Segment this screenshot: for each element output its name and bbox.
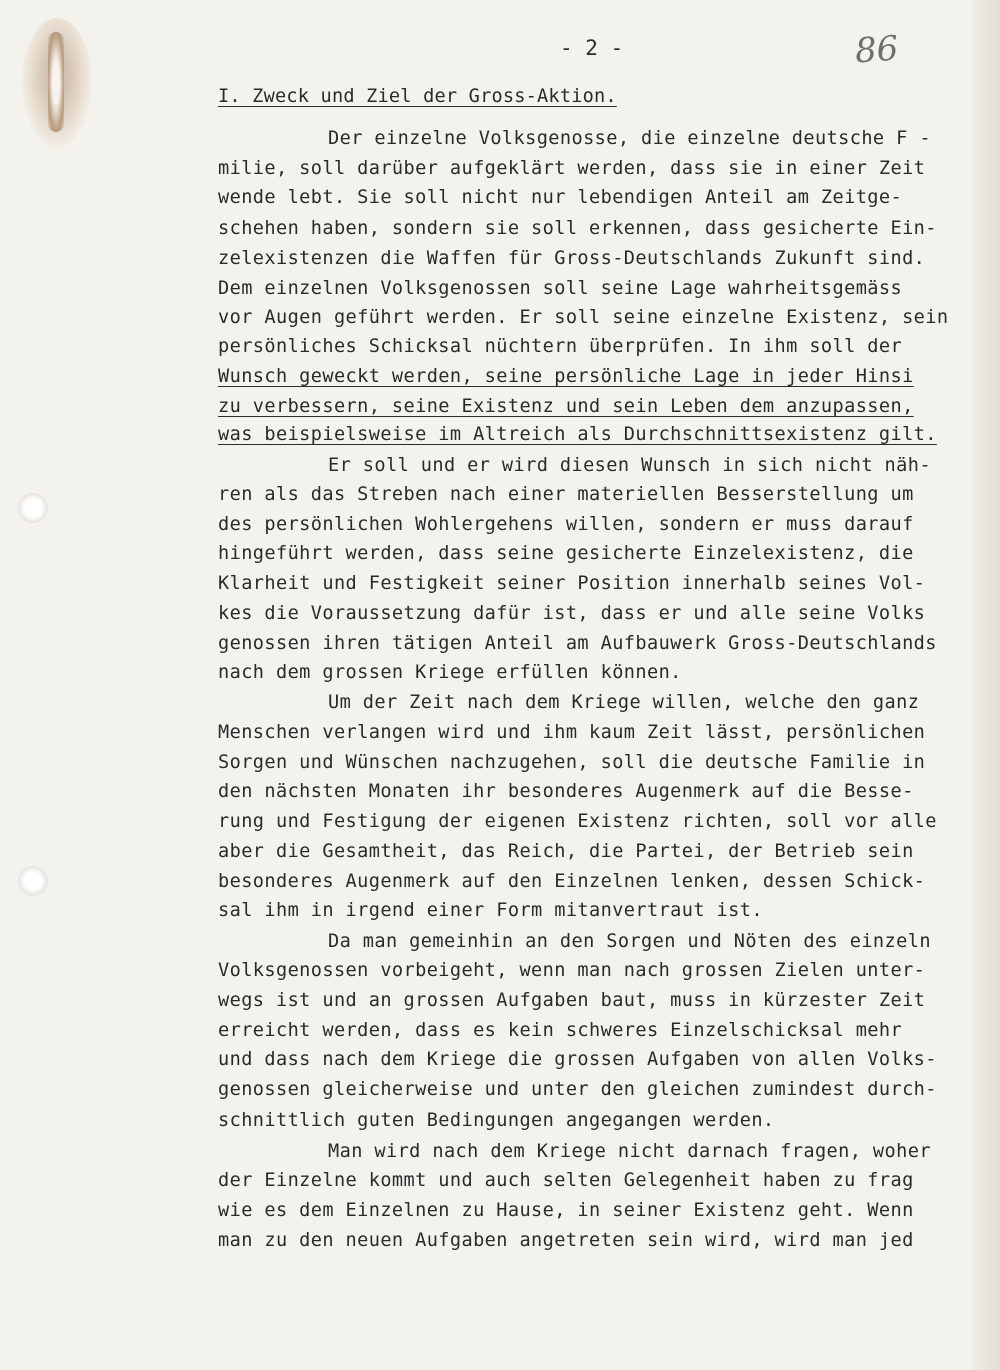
text-line: hingeführt werden, dass seine gesicherte Einzelexistenz, die bbox=[218, 543, 914, 564]
text-line: besonderes Augenmerk auf den Einzelnen lenken, dessen Schick- bbox=[218, 871, 926, 892]
text-line: rung und Festigung der eigenen Existenz richten, soll vor alle bbox=[218, 811, 937, 832]
text-line: sal ihm in irgend einer Form mitanvertraut ist. bbox=[218, 900, 763, 921]
text-line: ren als das Streben nach einer materiellen Besserstellung um bbox=[218, 484, 914, 505]
text-line: der Einzelne kommt und auch selten Gelegenheit haben zu frag bbox=[218, 1170, 914, 1191]
text-line: zelexistenzen die Waffen für Gross-Deutschlands Zukunft sind. bbox=[218, 248, 926, 269]
text-line: genossen gleicherweise und unter den gleichen zumindest durch- bbox=[218, 1079, 937, 1100]
handwritten-folio-number: 86 bbox=[853, 28, 900, 72]
text-line: Dem einzelnen Volksgenossen soll seine Lage wahrheitsgemäss bbox=[218, 278, 903, 299]
text-line: milie, soll darüber aufgeklärt werden, dass sie in einer Zeit bbox=[218, 158, 926, 179]
text-line: wende lebt. Sie soll nicht nur lebendigen Anteil am Zeitge- bbox=[218, 187, 903, 208]
text-line: aber die Gesamtheit, das Reich, die Partei, der Betrieb sein bbox=[218, 841, 914, 862]
text-line: Der einzelne Volksgenosse, die einzelne deutsche F - bbox=[328, 128, 931, 149]
staple-hole bbox=[48, 32, 64, 132]
text-line: erreicht werden, dass es kein schweres Einzelschicksal mehr bbox=[218, 1020, 903, 1041]
section-heading: I. Zweck und Ziel der Gross-Aktion. bbox=[218, 86, 617, 107]
text-line: Klarheit und Festigkeit seiner Position innerhalb seines Vol- bbox=[218, 573, 926, 594]
text-line: kes die Voraussetzung dafür ist, dass er und alle seine Volks bbox=[218, 603, 926, 624]
text-line: Um der Zeit nach dem Kriege willen, welche den ganz bbox=[328, 692, 920, 713]
text-line: persönliches Schicksal nüchtern überprüfen. In ihm soll der bbox=[218, 336, 903, 357]
text-line: nach dem grossen Kriege erfüllen können. bbox=[218, 662, 682, 683]
text-line: Menschen verlangen wird und ihm kaum Zeit lässt, persönlichen bbox=[218, 722, 926, 743]
text-line: des persönlichen Wohlergehens willen, sondern er muss darauf bbox=[218, 514, 914, 535]
text-line: wegs ist und an grossen Aufgaben baut, muss in kürzester Zeit bbox=[218, 990, 926, 1011]
text-line: wie es dem Einzelnen zu Hause, in seiner Existenz geht. Wenn bbox=[218, 1200, 914, 1221]
text-line-underlined: Wunsch geweckt werden, seine persönliche Lage in jeder Hinsi bbox=[218, 366, 914, 387]
punch-hole-upper bbox=[18, 493, 48, 523]
text-line: Man wird nach dem Kriege nicht darnach fragen, woher bbox=[328, 1141, 931, 1162]
page-number: - 2 - bbox=[560, 36, 624, 60]
text-line: Da man gemeinhin an den Sorgen und Nöten des einzeln bbox=[328, 931, 931, 952]
text-line-underlined: was beispielsweise im Altreich als Durchschnittsexistenz gilt. bbox=[218, 424, 937, 445]
text-line: man zu den neuen Aufgaben angetreten sein wird, wird man jed bbox=[218, 1230, 914, 1251]
page-edge-shadow bbox=[972, 0, 1000, 1370]
text-line: schehen haben, sondern sie soll erkennen, dass gesicherte Ein- bbox=[218, 218, 937, 239]
text-line: Er soll und er wird diesen Wunsch in sich nicht näh- bbox=[328, 455, 931, 476]
text-line: vor Augen geführt werden. Er soll seine einzelne Existenz, sein bbox=[218, 307, 949, 328]
text-line: Sorgen und Wünschen nachzugehen, soll die deutsche Familie in bbox=[218, 752, 926, 773]
text-line-underlined: zu verbessern, seine Existenz und sein Leben dem anzupassen, bbox=[218, 396, 914, 417]
text-line: und dass nach dem Kriege die grossen Aufgaben von allen Volks- bbox=[218, 1049, 937, 1070]
text-line: genossen ihren tätigen Anteil am Aufbauwerk Gross-Deutschlands bbox=[218, 633, 937, 654]
text-line: den nächsten Monaten ihr besonderes Augenmerk auf die Besse- bbox=[218, 781, 914, 802]
text-line: schnittlich guten Bedingungen angegangen werden. bbox=[218, 1110, 775, 1131]
punch-hole-lower bbox=[18, 866, 48, 896]
text-line: Volksgenossen vorbeigeht, wenn man nach grossen Zielen unter- bbox=[218, 960, 926, 981]
